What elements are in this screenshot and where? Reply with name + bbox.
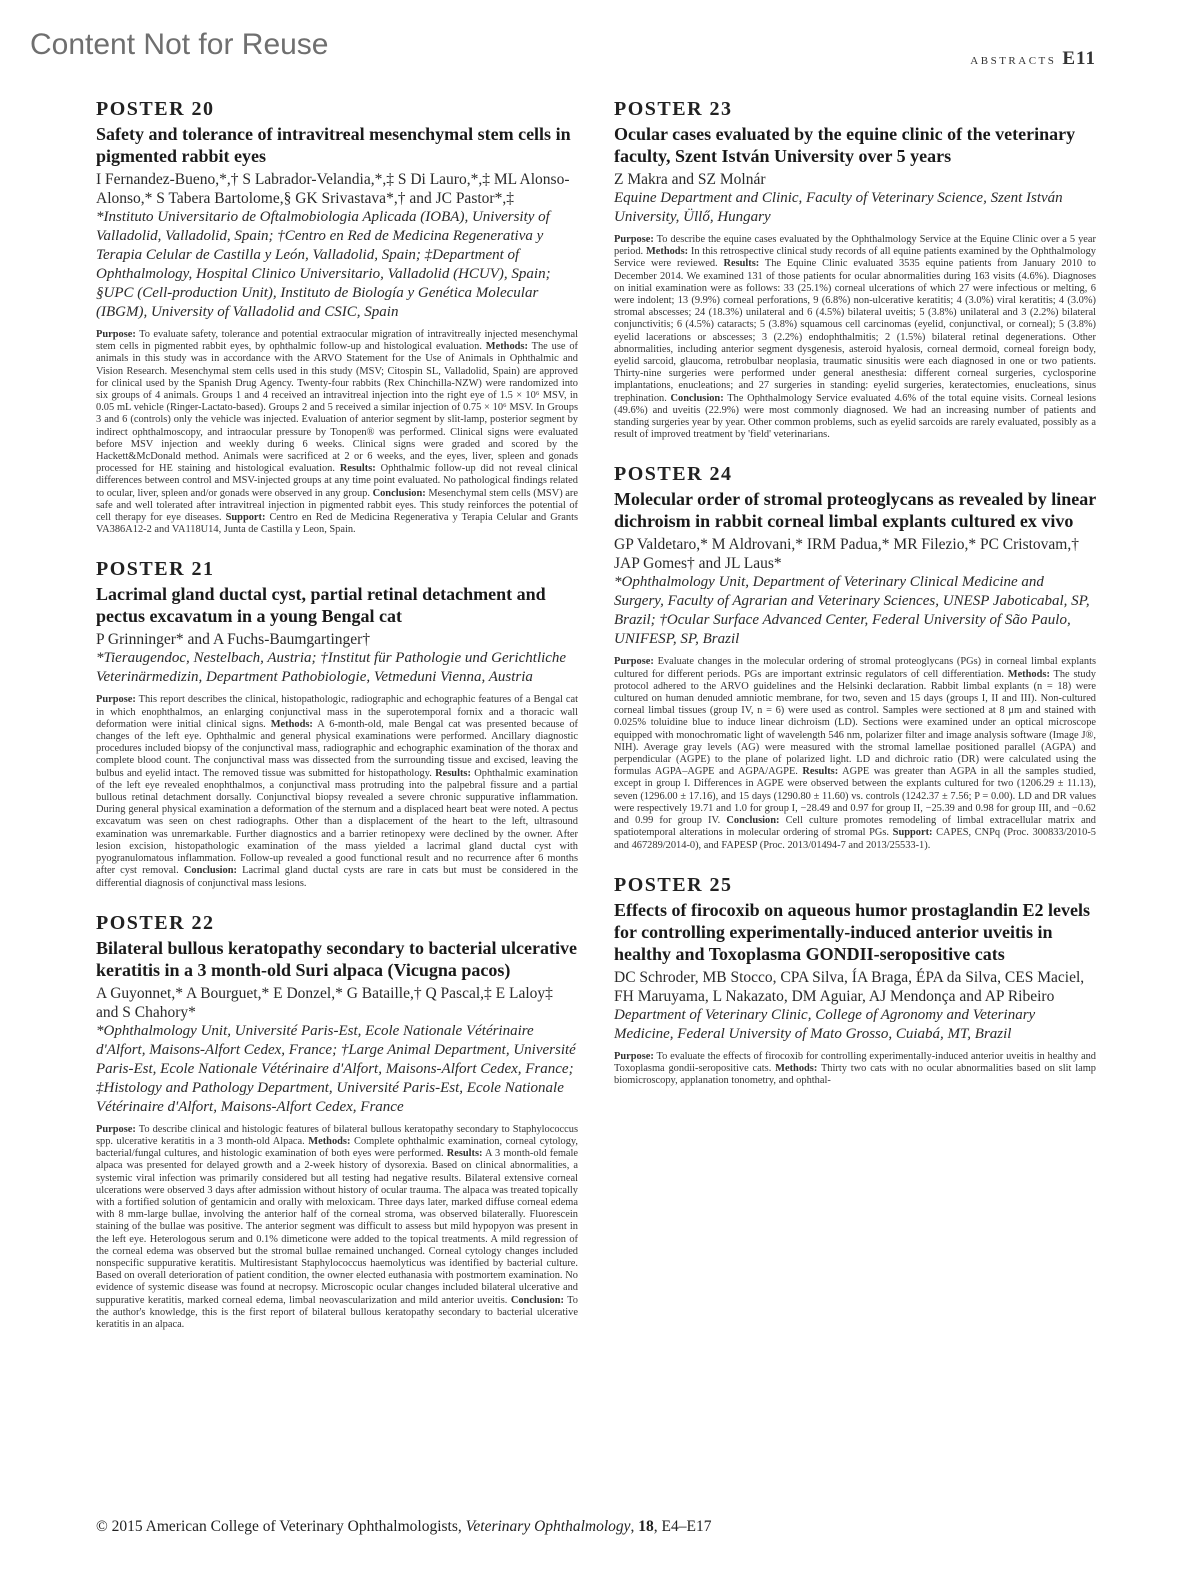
poster-authors: I Fernandez-Bueno,*,† S Labrador-Velandia,*,‡ S Di Lauro,*,‡ ML Alonso-Alonso,* S Tabera Bartolome,§ GK Srivastava*,† and JC Pastor*,‡: [96, 171, 570, 207]
poster-label: POSTER 24: [614, 463, 733, 486]
poster-title: Safety and tolerance of intravitreal mesenchymal stem cells in pigmented rabbit eyes: [96, 124, 571, 166]
poster-abstract: Purpose: To evaluate the effects of firocoxib for controlling experimentally-induced anterior uveitis in healthy and Toxoplasma gondii-seropositive cats. Methods: Thirty two cats with no ocular abnormalities based on slit lamp biomicroscopy, applanation tonometry, and ophthal-: [614, 1050, 1096, 1087]
page-number: E11: [1062, 48, 1096, 69]
poster-abstract: Purpose: Evaluate changes in the molecular ordering of stromal proteoglycans (PGs) in corneal limbal explants cultured for different periods. PGs are important extrinsic regulators of cell differentiation. Methods: The study protocol adhered to the ARVO guidelines and the Helsinki declaration. Rabbit limbal explants (n = 18) were cultured on human denuded amniotic membrane, for two, seven and 15 days (groups I, II and III). Non-cultured corneal limbal tissues (group IV, n = 6) were used as control. Samples were sectioned at 8 μm and stained with 0.025% toluidine blue to induce linear dichroism (LD). Sections were examined under an optical microscope equipped with monochromatic light of wavelength 546 nm, polarizer filter and image analysis software (Image J®, NIH). Average gray levels (AG) were measured with the stromal lamellae positioned parallel (AGPA) and perpendicular (AGPE) to the plane of polarized light. LD and dichroic ratio (DR) were calculated using the formulas AGPA–AGPE and AGPA/AGPE. Results: AGPE was greater than AGPA in all the samples studied, except in group I. Differences in AGPE were observed between the explants cultured for two (1206.29 ± 11.13), seven (1296.00 ± 17.16), and 15 days (1290.80 ± 11.60) vs. controls (1242.37 ± 7.56; P = 0.00). LD and DR values were respectively 19.71 and 1.0 for group I, −28.49 and 0.97 for group II, −25.39 and 0.98 for group III, and −0.62 and 0.99 for group IV. Conclusion: Cell culture promotes remodeling of limbal extracellular matrix and spatiotemporal alterations in molecular ordering of stromal PGs. Support: CAPES, CNPq (Proc. 300833/2010-5 and 467289/2014-0), and FAPESP (Proc. 2013/01494-7 and 2013/25533-1).: [614, 656, 1096, 851]
volume: 18: [638, 1518, 654, 1535]
watermark: Content Not for Reuse: [30, 28, 329, 61]
page-range: , E4–E17: [653, 1518, 712, 1535]
poster-title: Bilateral bullous keratopathy secondary to bacterial ulcerative keratitis in a 3 month-old Suri alpaca (Vicugna pacos): [96, 937, 577, 980]
poster-affiliations: Department of Veterinary Clinic, College of Agronomy and Veterinary Medicine, Federal University of Mato Grosso, Cuiabá, MT, Brazil: [614, 1006, 1036, 1042]
poster-authors: Z Makra and SZ Molnár: [614, 171, 766, 188]
poster-affiliations: *Tieraugendoc, Nestelbach, Austria; †Institut für Pathologie und Gerichtliche Veterinärmedizin, Department Pathobiologie, Vetmeduni Vienna, Austria: [96, 650, 567, 686]
poster-20: [96, 98, 578, 536]
poster-22: [96, 912, 578, 1331]
poster-25: [614, 874, 1096, 1088]
poster-label: POSTER 20: [96, 98, 215, 120]
poster-authors: P Grinninger* and A Fuchs-Baumgartinger†: [96, 631, 371, 649]
poster-label: POSTER 21: [96, 558, 215, 581]
left-column: [96, 98, 578, 1353]
journal-name: Veterinary Ophthalmology: [465, 1518, 631, 1535]
poster-21: [96, 558, 578, 889]
poster-title: Ocular cases evaluated by the equine clinic of the veterinary faculty, Szent István University over 5 years: [614, 124, 1076, 166]
poster-affiliations: *Ophthalmology Unit, Université Paris-Est, Ecole Nationale Vétérinaire d'Alfort, Maisons-Alfort Cedex, France; †Large Animal Department, Université Paris-Est, Ecole Nationale Vétérinaire d'Alfort, Maisons-Alfort Cedex, France; ‡Histology and Pathology Department, Université Paris-Est, Ecole Nationale Vétérinaire d'Alfort, Maisons-Alfort Cedex, France: [96, 1022, 576, 1115]
copyright: © 2015 American College of Veterinary Ophthalmologists,: [96, 1518, 462, 1535]
poster-title: Effects of firocoxib on aqueous humor prostaglandin E2 levels for controlling experimentally-induced anterior uveitis in healthy and Toxoplasma GONDII-seropositive cats: [614, 899, 1091, 964]
comma: ,: [630, 1518, 639, 1535]
poster-abstract: Purpose: To describe the equine cases evaluated by the Ophthalmology Service at the Equine Clinic over a 5 year period. Methods: In this retrospective clinical study records of all equine patients examined by the Ophthalmology Service were reviewed. Results: The Equine Clinic evaluated 3535 equine patients from January 2010 to December 2014. We examined 131 of those patients for ocular abnormalities during 163 visits (4.6%). Diagnoses on initial examination were as follows: 33 (25.1%) corneal ulcerations of which 27 were infectious or melting, 6 were indolent; 13 (9.9%) corneal perforations, 9 (6.8%) non-ulcerative keratitis; 4 (3.0%) viral keratitis; 4 (3.0%) stromal abscesses; 24 (18.3%) unilateral and 6 (4.5%) bilateral uveitis; 5 (3.8%) unilateral and 3 (2.2%) bilateral conjunctivitis; 6 (4.5%) cataracts; 5 (3.8%) squamous cell carcinomas (eyelid, conjunctival, or corneal); 5 (3.8%) eyelid lacerations or abscesses; 3 (2.2%) endophthalmitis; 2 (1.5%) bilateral retinal degenerations. Other abnormalities, including anterior segment dysgenesis, asteroid hyalosis, corneal dermoid, corneal foreign body, eyelid sarcoid, glaucoma, retrobulbar neoplasia, traumatic sinusitis were each diagnosed in one or two patients. Thirty-nine surgeries were performed under general anesthesia: different corneal surgeries, cyclosporine implantations, enucleations; and 27 surgeries in standing: eyelid surgeries, keratectomies, enucleations, sinus trephination. Conclusion: The Ophthalmology Service evaluated 4.6% of the total equine visits. Corneal lesions (49.6%) and uveitis (22.9%) were most commonly diagnosed. We had an increasing number of patients and standing surgeries year by year. Other common problems, such as eyelid sarcoids are rarely evaluated, possibly as a result of improved treatment by 'field' veterinarians.: [614, 234, 1097, 441]
section-label: ABSTRACTS: [970, 55, 1057, 67]
running-head: [970, 48, 1096, 70]
poster-title: Molecular order of stromal proteoglycans as revealed by linear dichroism in rabbit corneal limbal explants cultured ex vivo: [614, 489, 1096, 532]
poster-abstract: Purpose: This report describes the clinical, histopathologic, radiographic and echographic features of a Bengal cat in which enophthalmos, an enlarging conjunctival mass in the superotemporal fornix and a thoracic wall deformation were initial clinical signs. Methods: A 6-month-old, male Bengal cat was presented because of changes of the left eye. Ophthalmic and general physical examinations were performed. Ancillary diagnostic procedures included biopsy of the conjunctival mass, radiographic and echographic examination of the thorax and complete blood count. The conjunctival mass was dissected from the surrounding tissue and excised, leaving the bulbus and eyelid intact. The removed tissue was submitted for histopathology. Results: Ophthalmic examination of the left eye revealed enophthalmos, a conjunctival mass protruding into the palpebral fissure and a partial bullous retinal detachment dorsally. Conjunctival biopsy revealed a severe chronic suppurative inflammation. During general physical examination a deformation of the sternum and a displaced heart beat were noted. A pectus excavatum was seen on chest radiographs. Other than a displacement of the heart to the left, ultrasound examination was unremarkable. Further diagnostics and a barrier retinopexy were declined by the owner. After lesion excision, histopathologic examination of the mass yielded a lacrimal gland ductal cyst with pyogranulomatous inflammation. Follow-up revealed a good functional result and no recurrence after 6 months after cyst removal. Conclusion: Lacrimal gland ductal cysts are rare in cats but must be considered in the differential diagnosis of conjunctival mass lesions.: [96, 694, 579, 889]
poster-affiliations: Equine Department and Clinic, Faculty of Veterinary Science, Szent István University, Üllő, Hungary: [614, 190, 1063, 225]
poster-affiliations: *Ophthalmology Unit, Department of Veterinary Clinical Medicine and Surgery, Faculty of Agrarian and Veterinary Sciences, UNESP Jaboticabal, SP, Brazil; †Ocular Surface Advanced Center, Federal University of São Paulo, UNIFESP, SP, Brazil: [614, 574, 1090, 648]
page-footer: [96, 1518, 711, 1536]
poster-23: [614, 98, 1096, 441]
poster-label: POSTER 25: [614, 873, 733, 896]
right-column: [614, 98, 1096, 1109]
poster-24: [614, 463, 1096, 851]
poster-label: POSTER 22: [96, 911, 215, 934]
poster-affiliations: *Instituto Universitario de Oftalmobiologia Aplicada (IOBA), University of Valladolid, Valladolid, Spain; †Centro en Red de Medicina Regenerativa y Terapia Celular de Castilla y León, Valladolid, Spain; ‡Department of Ophthalmology, Hospital Clinico Universitario, Valladolid (HCUV), Spain; §UPC (Cell-production Unit), Instituto de Biología y Genética Molecular (IBGM), University of Valladolid and CSIC, Spain: [96, 209, 551, 320]
poster-abstract: Purpose: To evaluate safety, tolerance and potential extraocular migration of intravitreally injected mesenchymal stem cells in pigmented rabbit eyes, by ophthalmic follow-up and histological evaluation. Methods: The use of animals in this study was in accordance with the ARVO Statement for the Use of Animals in Ophthalmic and Vision Research. Mesenchymal stem cells used in this study (MSV; Citospin SL, Valladolid, Spain) are approved for clinical used by the Spanish Drug Agency. Twenty-four rabbits (Rex Chinchilla-NZW) were randomized into six groups of 4 animals. Groups 1 and 4 received an intravitreal injection into the right eye of 1.5 × 10⁶ MSV, in 0.05 mL vehicle (Ringer-Lactato-based). Groups 2 and 5 received a similar injection of 0.75 × 10⁶ MSV. In Groups 3 and 6 (controls) only the vehicle was injected. Evaluation of anterior segment by slit-lamp, posterior segment by indirect ophthalmoscopy, and intraocular pressure by Tonopen® was performed. Clinical signs were evaluated before MSV injection and weekly during 6 weeks. Clinical signs were graded and scored by the Hackett&McDonald method. Animals were sacrificed at 2 or 6 weeks, and the eyes, liver, spleen and gonads processed for HE staining and histological evaluation. Results: Ophthalmic follow-up did not reveal clinical differences between control and MSV-injected groups at any time point evaluated. No pathological findings related to ocular, liver, spleen and/or gonads were observed in any group. Conclusion: Mesenchymal stem cells (MSV) are safe and well tolerated after intravitreal injection in pigmented rabbit eyes. This study reinforces the potential of cell therapy for eye diseases. Support: Centro en Red de Medicina Regenerativa y Terapia Celular and Grants VA386A12-2 and VA118U14, Junta de Castilla y Leon, Spain.: [96, 329, 578, 536]
poster-label: POSTER 23: [614, 98, 733, 120]
poster-title: Lacrimal gland ductal cyst, partial retinal detachment and pectus excavatum in a young Bengal cat: [96, 584, 546, 627]
poster-abstract: Purpose: To describe clinical and histologic features of bilateral bullous keratopathy secondary to Staphylococcus spp. ulcerative keratitis in a 3 month-old Alpaca. Methods: Complete ophthalmic examination, corneal cytology, bacterial/fungal cultures, and histologic examination of both eyes were performed. Results: A 3 month-old female alpaca was presented for delayed growth and a 2-week history of dysorexia. Based on clinical abnormalities, a systemic viral infection was primarily considered but all testing had negative results. Bilateral extensive corneal ulcerations were observed 3 days after admission without history of ocular trauma. The alpaca was treated topically with a fortified solution of gentamicin and orally with meloxicam. Three days later, marked diffuse corneal edema with 8 mm-large bullae, involving the anterior half of the corneal stroma, was observed bilaterally. Fluorescein staining of the bullae was positive. The anterior segment was difficult to assess but mild hypopyon was present in the left eye. Heterologous serum and 0.1% dimeticone were added to the topical treatments. A mild regression of the corneal edema was observed but the stromal bullae remained unchanged. Corneal cytology changes included nonspecific suppurative keratitis. Multiresistant Staphylococcus haemolyticus was identified by bacterial culture. Based on overall deterioration of patient condition, the owner elected euthanasia with postmortem examination. No evidence of systemic disease was found at necropsy. Microscopic ocular changes included bilateral ulcerative and suppurative keratitis, marked corneal edema, limbal neovascularization and mild anterior uveitis. Conclusion: To the author's knowledge, this is the first report of bilateral bullous keratopathy secondary to bacterial ulcerative keratitis in an alpaca.: [96, 1123, 579, 1330]
poster-authors: DC Schroder, MB Stocco, CPA Silva, ÍA Braga, ÉPA da Silva, CES Maciel, FH Maruyama, L Nakazato, DM Aguiar, AJ Mendonça and AP Ribeiro: [614, 968, 1085, 1005]
poster-authors: GP Valdetaro,* M Aldrovani,* IRM Padua,* MR Filezio,* PC Cristovam,† JAP Gomes† and JL Laus*: [614, 536, 1079, 573]
poster-authors: A Guyonnet,* A Bourguet,* E Donzel,* G Bataille,† Q Pascal,‡ E Laloy‡ and S Chahory*: [96, 984, 553, 1021]
